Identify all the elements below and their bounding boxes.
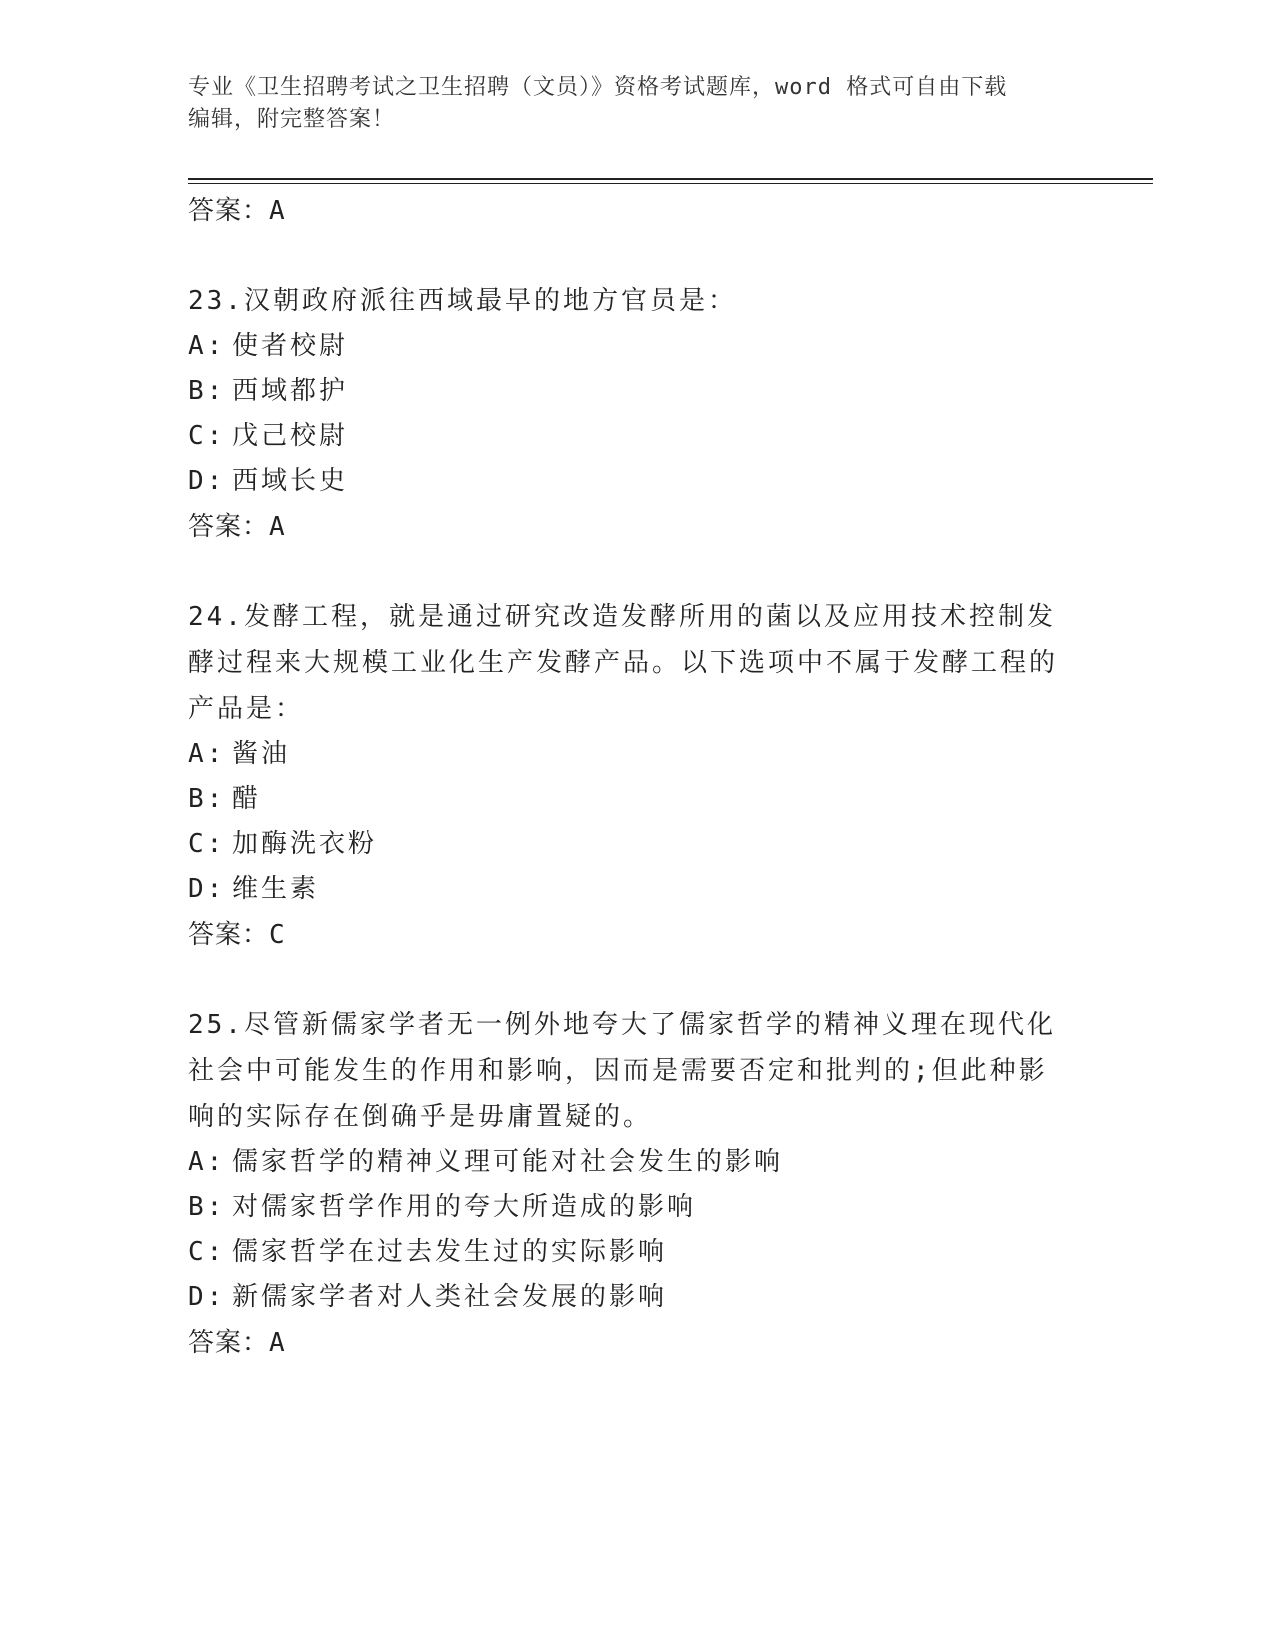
answer-label: 答案： bbox=[188, 1328, 270, 1358]
header-line-1: 专业《卫生招聘考试之卫生招聘（文员）》资格考试题库，word 格式可自由下载 bbox=[188, 75, 1008, 100]
header-divider-thin bbox=[188, 183, 1153, 184]
option-c bbox=[188, 1230, 1088, 1275]
answer-label: 答案： bbox=[188, 196, 270, 226]
option-b bbox=[188, 777, 1088, 822]
question-answer bbox=[188, 1320, 1088, 1366]
option-key: D: bbox=[188, 466, 226, 496]
question-answer bbox=[188, 912, 1088, 958]
option-key: A: bbox=[188, 331, 226, 361]
option-key: C: bbox=[188, 1237, 226, 1267]
option-b bbox=[188, 369, 1088, 414]
document-header bbox=[188, 72, 1088, 136]
option-text: 使者校尉 bbox=[232, 331, 349, 361]
option-key: B: bbox=[188, 376, 226, 406]
option-key: B: bbox=[188, 784, 226, 814]
option-a bbox=[188, 324, 1088, 369]
header-line-2: 编辑，附完整答案！ bbox=[188, 107, 396, 132]
option-text: 儒家哲学在过去发生过的实际影响 bbox=[232, 1237, 668, 1267]
answer-label: 答案： bbox=[188, 512, 270, 542]
option-text: 对儒家哲学作用的夸大所造成的影响 bbox=[232, 1192, 697, 1222]
question-25 bbox=[188, 1002, 1088, 1366]
answer-label: 答案： bbox=[188, 920, 270, 950]
question-stem: 25.尽管新儒家学者无一例外地夸大了儒家哲学的精神义理在现代化社会中可能发生的作用和影响，因而是需要否定和批判的;但此种影响的实际存在倒确乎是毋庸置疑的。 bbox=[188, 1010, 1056, 1132]
option-text: 醋 bbox=[232, 784, 262, 814]
option-a bbox=[188, 1140, 1088, 1185]
answer-value: A bbox=[269, 512, 286, 542]
option-d bbox=[188, 867, 1088, 912]
question-24 bbox=[188, 594, 1088, 958]
option-text: 酱油 bbox=[232, 739, 291, 769]
option-d bbox=[188, 459, 1088, 504]
option-b bbox=[188, 1185, 1088, 1230]
answer-value: C bbox=[269, 920, 286, 950]
question-content bbox=[188, 188, 1088, 1366]
header-divider-thick bbox=[188, 178, 1153, 180]
option-text: 儒家哲学的精神义理可能对社会发生的影响 bbox=[232, 1147, 784, 1177]
option-text: 西域长史 bbox=[232, 466, 349, 496]
question-23 bbox=[188, 278, 1088, 550]
option-c bbox=[188, 822, 1088, 867]
option-text: 西域都护 bbox=[232, 376, 349, 406]
question-stem: 24.发酵工程，就是通过研究改造发酵所用的菌以及应用技术控制发酵过程来大规模工业化生产发酵产品。以下选项中不属于发酵工程的产品是： bbox=[188, 602, 1059, 724]
option-key: B: bbox=[188, 1192, 226, 1222]
option-key: D: bbox=[188, 874, 226, 904]
option-key: A: bbox=[188, 1147, 226, 1177]
option-text: 戊己校尉 bbox=[232, 421, 349, 451]
option-key: C: bbox=[188, 421, 226, 451]
option-c bbox=[188, 414, 1088, 459]
option-key: D: bbox=[188, 1282, 226, 1312]
answer-value: A bbox=[269, 196, 286, 226]
question-answer bbox=[188, 504, 1088, 550]
answer-value: A bbox=[269, 1328, 286, 1358]
option-key: A: bbox=[188, 739, 226, 769]
option-a bbox=[188, 732, 1088, 777]
option-text: 维生素 bbox=[232, 874, 320, 904]
option-text: 加酶洗衣粉 bbox=[232, 829, 378, 859]
option-key: C: bbox=[188, 829, 226, 859]
previous-question-answer bbox=[188, 188, 1088, 234]
option-text: 新儒家学者对人类社会发展的影响 bbox=[232, 1282, 668, 1312]
question-stem: 23.汉朝政府派往西域最早的地方官员是： bbox=[188, 286, 737, 316]
option-d bbox=[188, 1275, 1088, 1320]
